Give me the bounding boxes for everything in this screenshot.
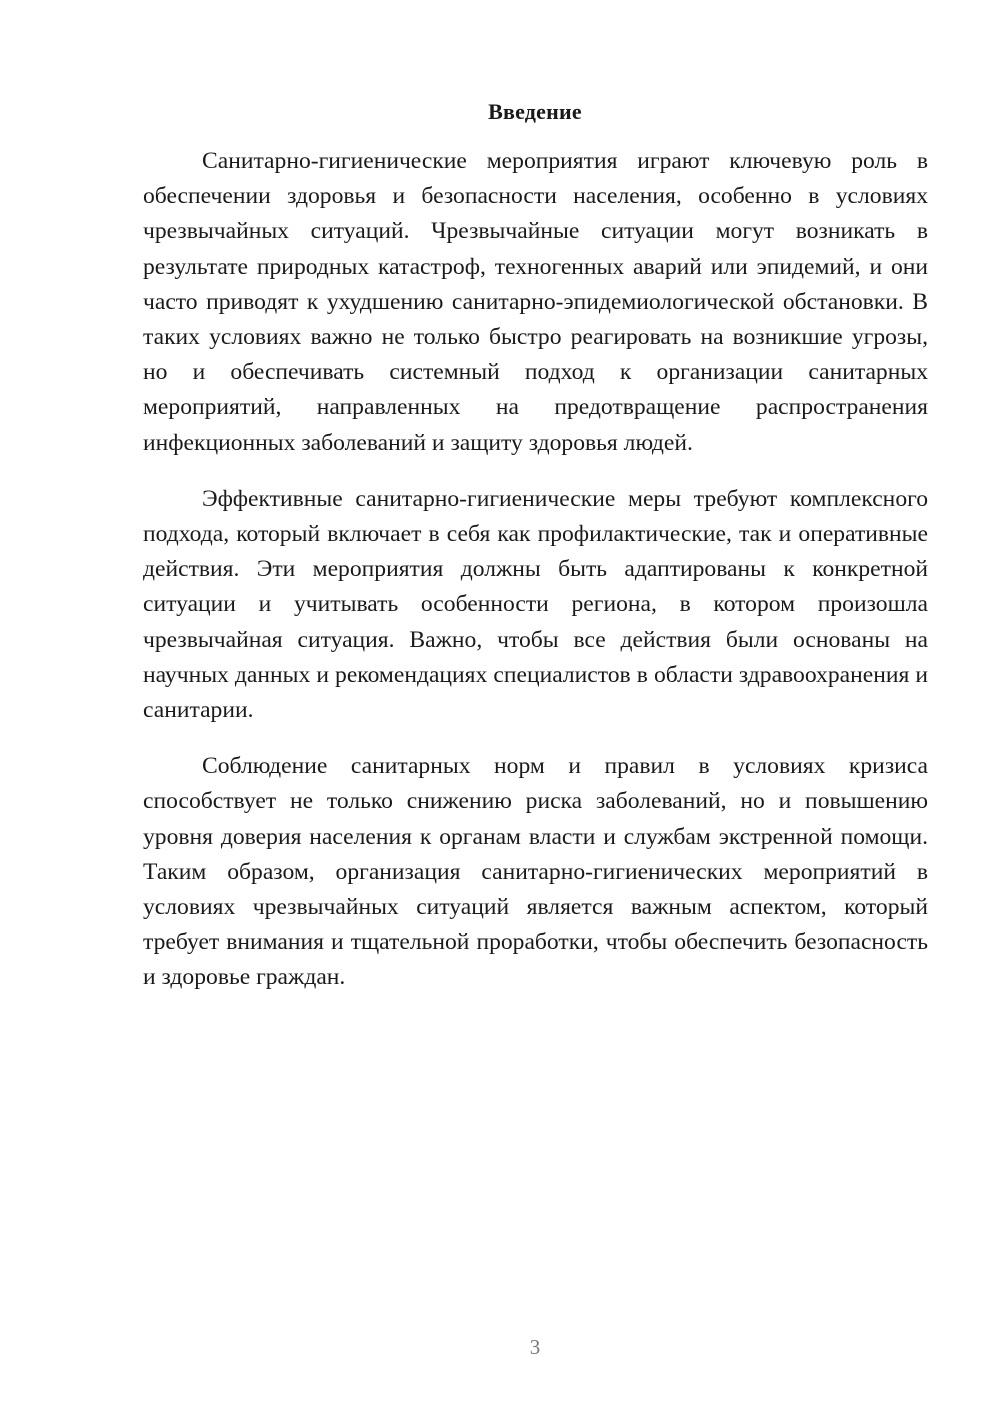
section-title: Введение — [488, 99, 582, 124]
paragraph-3: Соблюдение санитарных норм и правил в условиях кризиса способствует не только снижению риска заболеваний, но и повышению уровня доверия населения к органам власти и службам экстренной помощи. Таким образом, организация санитарно-гигиенических мероприятий в условиях чрезвычайных ситуаций является важным аспектом, который требует внимания и тщательной проработки, чтобы обеспечить безопасность и здоровье граждан. — [143, 753, 928, 991]
body-text — [143, 144, 928, 996]
paragraph-1: Санитарно-гигиенические мероприятия играют ключевую роль в обеспечении здоровья и безопасности населения, особенно в условиях чрезвычайных ситуаций. Чрезвычайные ситуации могут возникать в результате природных катастроф, техногенных аварий или эпидемий, и они часто приводят к ухудшению санитарно-эпидемиологической обстановки. В таких условиях важно не только быстро реагировать на возникшие угрозы, но и обеспечивать системный подход к организации санитарных мероприятий, направленных на предотвращение распространения инфекционных заболеваний и защиту здоровья людей. — [143, 148, 928, 456]
page-number: 3 — [529, 1335, 541, 1359]
paragraph-2: Эффективные санитарно-гигиенические меры требуют комплексного подхода, который включает в себя как профилактические, так и оперативные действия. Эти мероприятия должны быть адаптированы к конкретной ситуации и учитывать особенности региона, в котором произошла чрезвычайная ситуация. Важно, чтобы все действия были основаны на научных данных и рекомендациях специалистов в области здравоохранения и санитарии. — [143, 485, 928, 724]
